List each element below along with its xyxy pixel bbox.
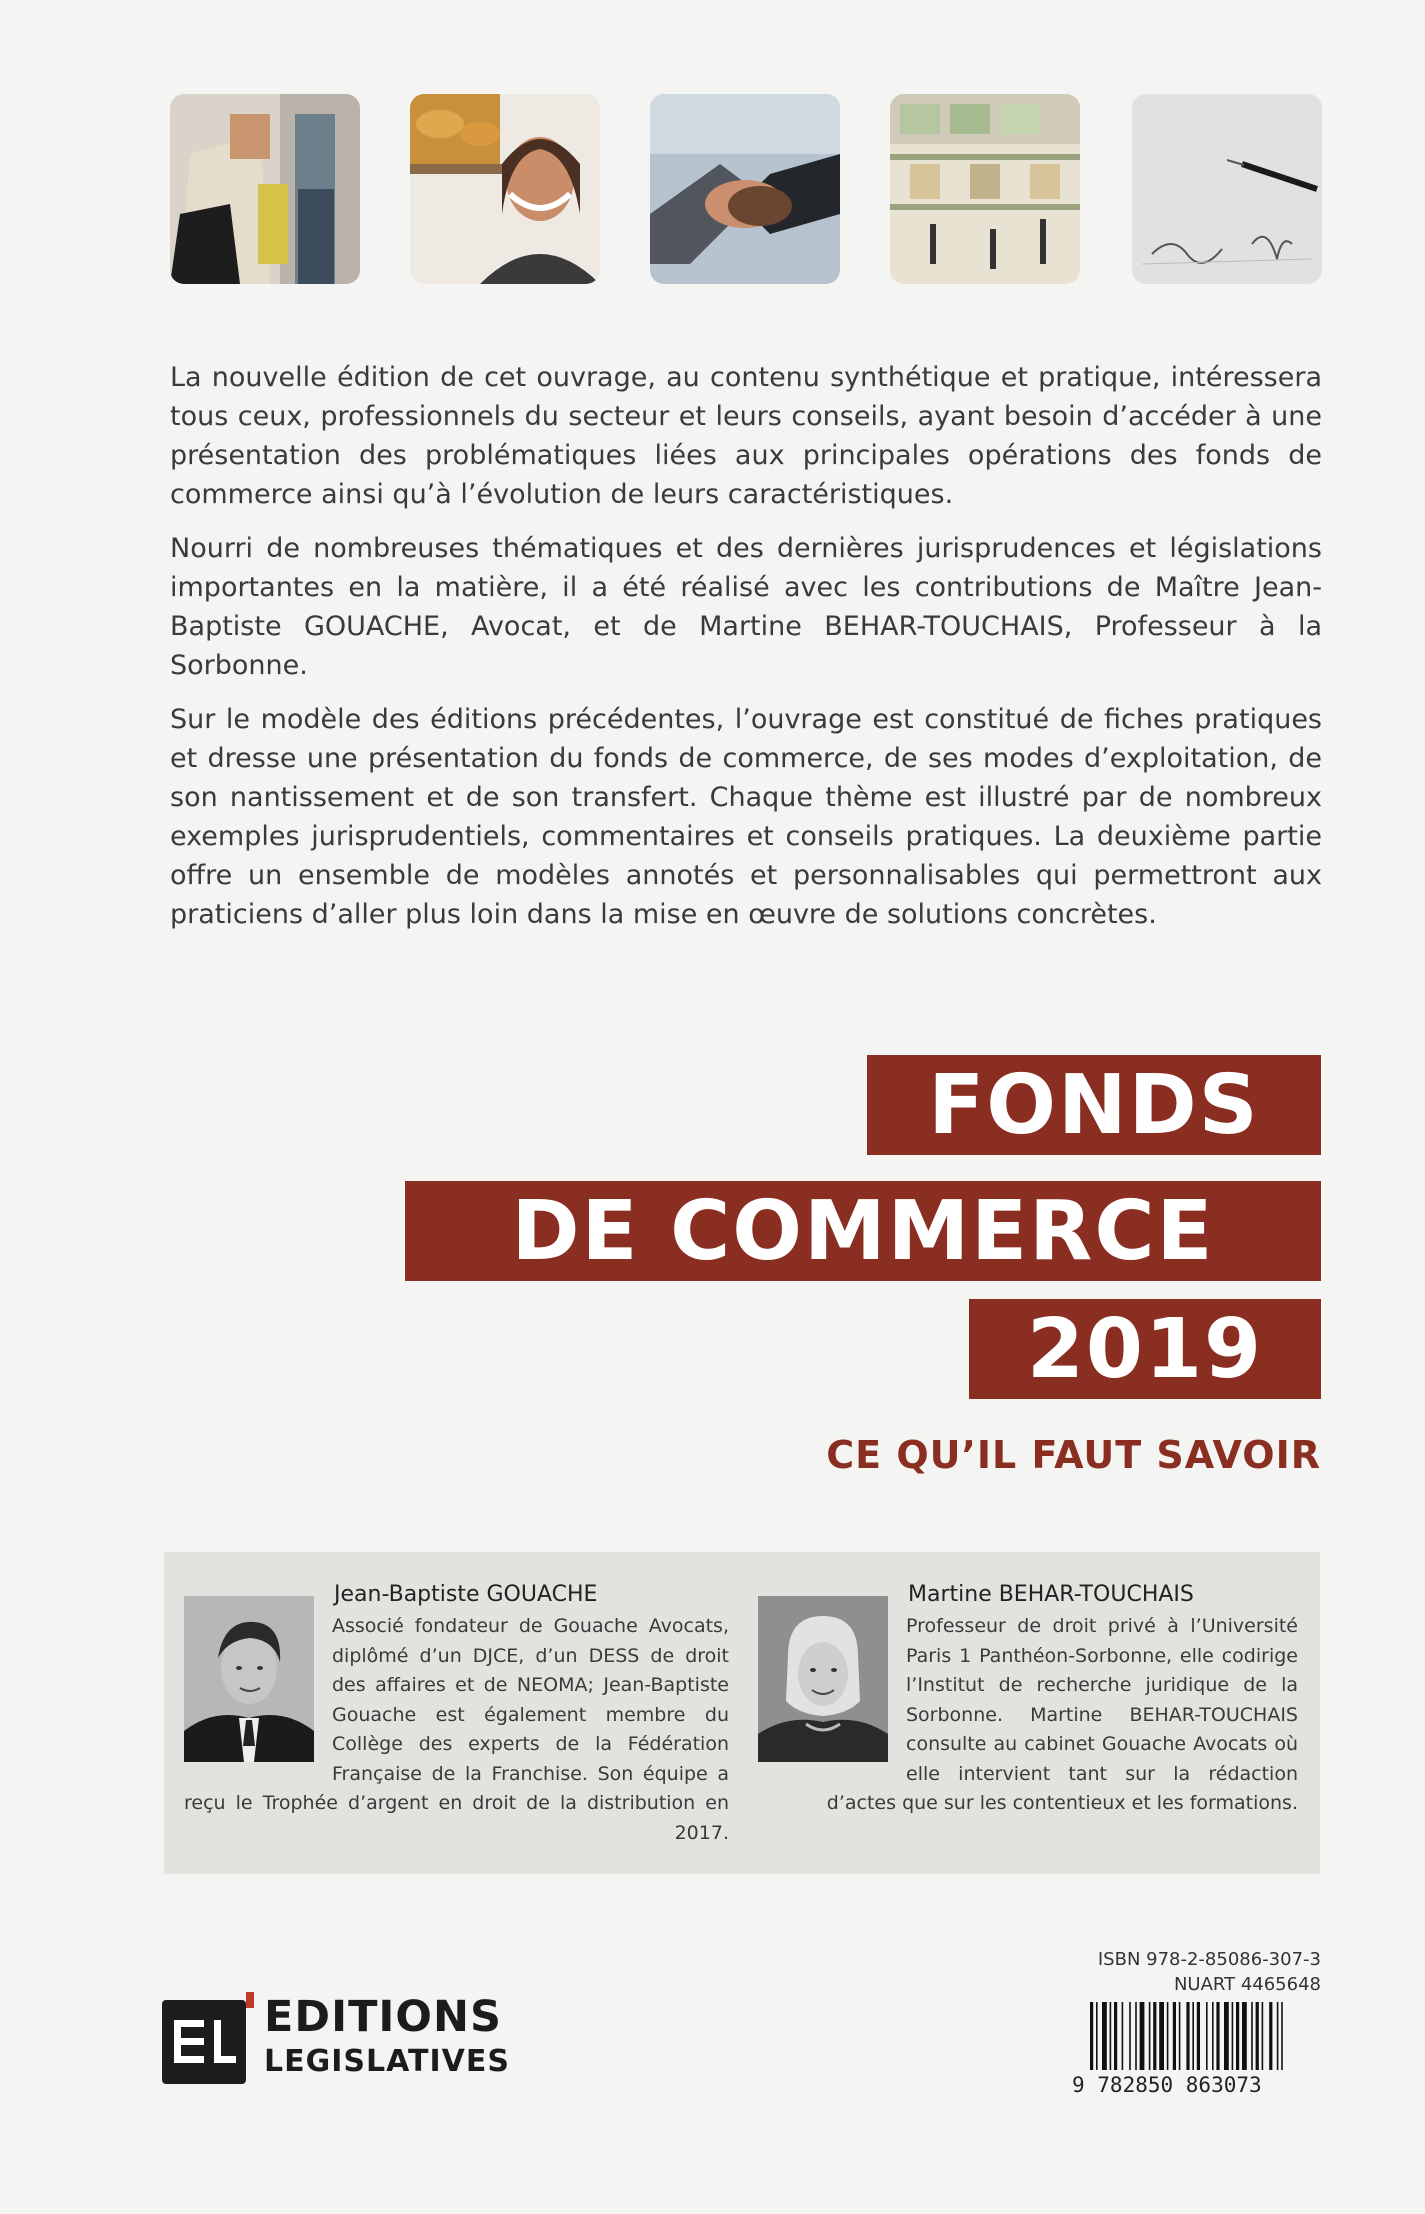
nuart-number: NUART 4465648 bbox=[1173, 1974, 1321, 1995]
publisher-line-2: LEGISLATIVES bbox=[264, 2044, 510, 2079]
shopping-photo bbox=[170, 94, 360, 284]
barcode-bar bbox=[1206, 2002, 1208, 2070]
barcode-bar bbox=[1173, 2002, 1176, 2070]
title-line-3: 2019 bbox=[969, 1299, 1321, 1399]
intro-paragraph-2: Nourri de nombreuses thématiques et des dernières jurisprudences et législations importantes en la matière, il a été réalisé avec les contributions de Maître Jean-Baptiste GOUACHE, Avocat, et de Martine BEHAR-TOUCHAIS, Professeur à la Sorbonne. bbox=[170, 533, 1322, 681]
barcode-bar bbox=[1216, 2002, 1219, 2070]
bakery-photo bbox=[410, 94, 600, 284]
barcode-bar bbox=[1256, 2002, 1259, 2070]
isbn-number: ISBN 978-2-85086-307-3 bbox=[1097, 1949, 1321, 1970]
handshake-photo bbox=[650, 94, 840, 284]
intro-text bbox=[170, 358, 1322, 949]
barcode-bar bbox=[1129, 2002, 1131, 2070]
barcode bbox=[1072, 2002, 1322, 2102]
barcode-bar bbox=[1224, 2002, 1229, 2070]
barcode-bar bbox=[1135, 2002, 1137, 2070]
subtitle: CE QU’IL FAUT SAVOIR bbox=[826, 1433, 1321, 1477]
author-bio bbox=[758, 1612, 1298, 1819]
authors-panel bbox=[164, 1552, 1320, 1874]
barcode-bar bbox=[1186, 2002, 1189, 2070]
title-line-1: FONDS bbox=[867, 1055, 1321, 1155]
author-bio-text: Associé fondateur de Gouache Avocats, diplômé d’un DJCE, d’un DESS de droit des affaires et de NEOMA; Jean-Baptiste Gouache est également membre du Collège des experts de la Fédération Française de la Franchise. Son équipe a reçu le Trophée d’argent en droit de la distribution en 2017. bbox=[184, 1615, 729, 1844]
barcode-bar bbox=[1232, 2002, 1234, 2070]
barcode-bar bbox=[1149, 2002, 1151, 2070]
barcode-bar bbox=[1192, 2002, 1194, 2070]
barcode-bar bbox=[1212, 2002, 1214, 2070]
barcode-digits: 9 782850 863073 bbox=[1072, 2073, 1262, 2097]
intro-paragraph-1: La nouvelle édition de cet ouvrage, au contenu synthétique et pratique, intéressera tous ceux, professionnels du secteur et leurs conseils, ayant besoin d’accéder à une présentation des problématiques liées aux principales opérations des fonds de commerce ainsi qu’à l’évolution de leurs caractéristiques. bbox=[170, 362, 1322, 510]
intro-paragraph-3: Sur le modèle des éditions précédentes, l’ouvrage est constitué de fiches pratiques et dresse une présentation du fonds de commerce, de ses modes d’exploitation, de son nantissement et de son transfert. Chaque thème est illustré par de nombreux exemples jurisprudentiels, commentaires et conseils pratiques. La deuxième partie offre un ensemble de modèles annotés et personnalisables qui permettront aux praticiens d’aller plus loin dans la mise en œuvre de solutions concrètes. bbox=[170, 704, 1322, 930]
barcode-bar bbox=[1197, 2002, 1200, 2070]
barcode-bar bbox=[1281, 2002, 1283, 2070]
author-bio-text: Professeur de droit privé à l’Université Paris 1 Panthéon-Sorbonne, elle codirige l’Institut de recherche juridique de la Sorbonne. Martine BEHAR-TOUCHAIS consulte au cabinet Gouache Avocats où elle intervient tant sur la rédaction d’actes que sur les contentieux et les formations. bbox=[826, 1615, 1298, 1814]
barcode-bar bbox=[1167, 2002, 1169, 2070]
barcode-bar bbox=[1096, 2002, 1098, 2070]
barcode-bar bbox=[1251, 2002, 1253, 2070]
signature-photo bbox=[1132, 94, 1322, 284]
photo-strip bbox=[170, 94, 1322, 288]
barcode-bar bbox=[1110, 2002, 1112, 2070]
publisher-line-1: EDITIONS bbox=[264, 1992, 502, 2042]
barcode-bar bbox=[1236, 2002, 1239, 2070]
barcode-bar bbox=[1122, 2002, 1124, 2070]
barcode-bar bbox=[1277, 2002, 1279, 2070]
barcode-bar bbox=[1114, 2002, 1117, 2070]
barcode-bar bbox=[1090, 2002, 1093, 2070]
barcode-bar bbox=[1153, 2002, 1156, 2070]
author-name: Jean-Baptiste GOUACHE bbox=[334, 1582, 598, 1607]
isbn-block bbox=[1098, 1947, 1321, 1997]
editions-legislatives-logo-icon bbox=[162, 1992, 254, 2084]
title-line-2: DE COMMERCE bbox=[405, 1181, 1321, 1281]
barcode-bar bbox=[1140, 2002, 1145, 2070]
author-bio bbox=[184, 1612, 729, 1848]
barcode-bar bbox=[1159, 2002, 1164, 2070]
barcode-bar bbox=[1269, 2002, 1272, 2070]
barcode-bar bbox=[1102, 2002, 1107, 2070]
barcode-icon bbox=[1072, 2002, 1322, 2072]
author-name: Martine BEHAR-TOUCHAIS bbox=[908, 1582, 1194, 1607]
barcode-bar bbox=[1179, 2002, 1181, 2070]
barcode-bar bbox=[1242, 2002, 1247, 2070]
mall-photo bbox=[890, 94, 1080, 284]
barcode-bar bbox=[1262, 2002, 1264, 2070]
